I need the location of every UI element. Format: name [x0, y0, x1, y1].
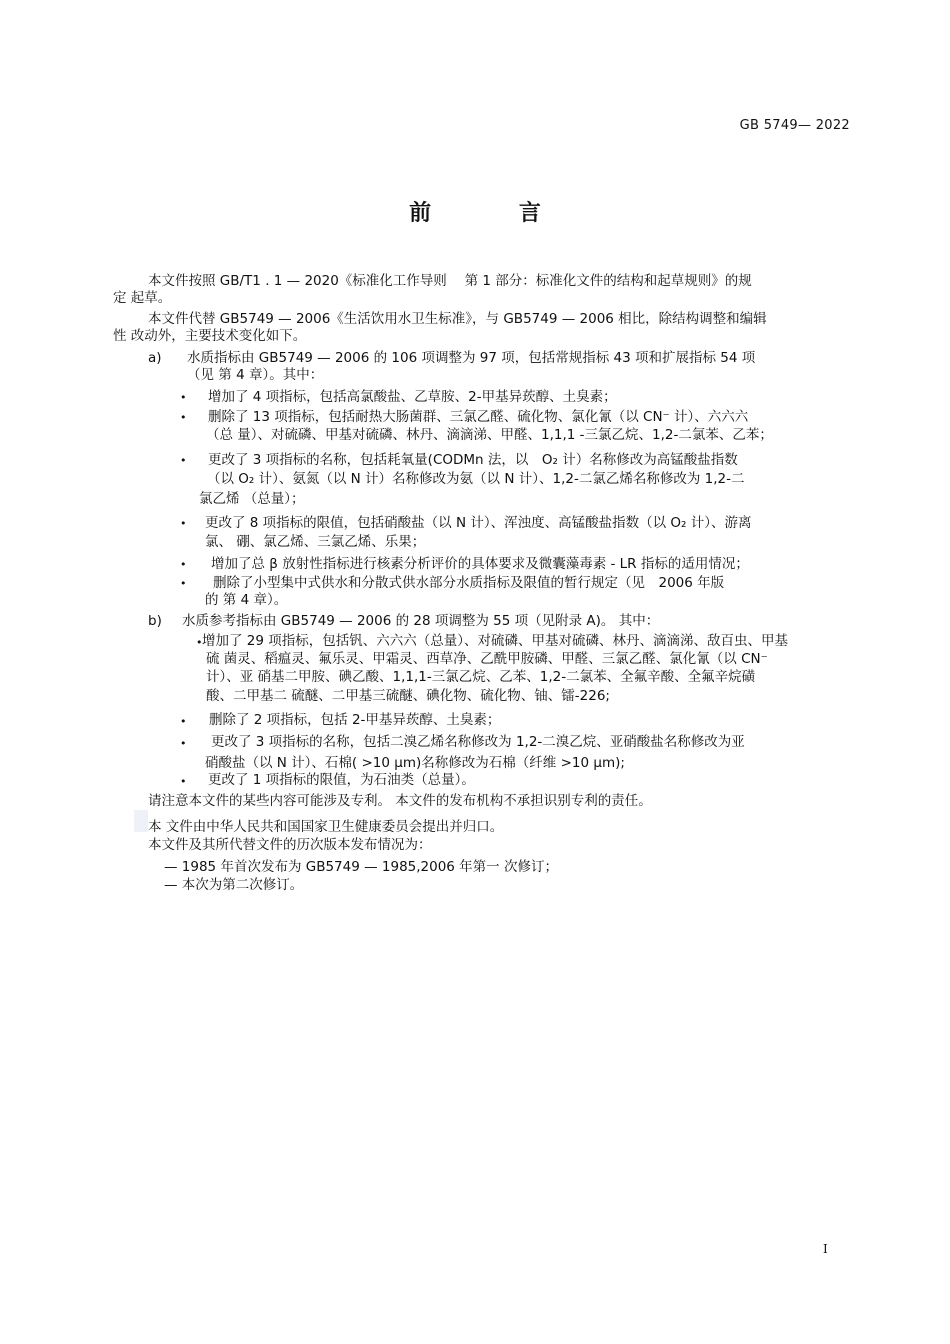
- item-a-bullet-1: 增加了 4 项指标，包括高氯酸盐、乙草胺、2-甲基异莰醇、土臭素；: [208, 389, 617, 405]
- item-b-line-1: 水质参考指标由 GB5749 — 2006 的 28 项调整为 55 项（见附录 A)。 其中：: [182, 613, 660, 629]
- paragraph-1-line-2: 定 起草。: [113, 290, 172, 306]
- item-b-bullet-1-line-1: 增加了 29 项指标，包括钒、六六六（总量）、对硫磷、甲基对硫磷、林丹、滴滴涕、敌百虫、甲基: [202, 633, 789, 649]
- paragraph-2-line-2: 性 改动外，主要技术变化如下。: [113, 328, 307, 344]
- item-a-bullet-2-line-1: 删除了 13 项指标，包括耐热大肠菌群、三氯乙醛、硫化物、氯化氰（以 CN⁻ 计）、六六六: [208, 409, 749, 425]
- item-b-label: b): [148, 613, 162, 629]
- item-b-bullet-3-line-1: 更改了 3 项指标的名称，包括二溴乙烯名称修改为 1,2-二溴乙烷、亚硝酸盐名称修改为亚: [211, 734, 745, 750]
- paragraph-2-line-1: 本文件代替 GB5749 — 2006《生活饮用水卫生标准》，与 GB5749 — 2006 相比，除结构调整和编辑: [148, 311, 767, 327]
- item-a-label: a): [148, 350, 162, 366]
- history-intro: 本文件及其所代替文件的历次版本发布情况为：: [148, 837, 432, 853]
- item-a-bullet-3-line-1: 更改了 3 项指标的名称，包括耗氧量(CODMn 法，以 O₂ 计）名称修改为高锰酸盐指数: [208, 452, 738, 468]
- page-title: 前 言: [409, 201, 581, 226]
- item-a-bullet-5: 增加了总 β 放射性指标进行核素分析评价的具体要求及微囊藻毒素 - LR 指标的适用情况；: [211, 556, 749, 572]
- item-a-line-1: 水质指标由 GB5749 — 2006 的 106 项调整为 97 项，包括常规指标 43 项和扩展指标 54 项: [187, 350, 756, 366]
- history-item-1: — 1985 年首次发布为 GB5749 — 1985,2006 年第一 次修订；: [164, 859, 558, 875]
- item-b-bullet-4: 更改了 1 项指标的限值，为石油类（总量）。: [208, 772, 475, 788]
- item-a-bullet-3-line-3: 氯乙烯 （总量）；: [199, 491, 305, 507]
- item-a-bullet-6-line-1: 删除了小型集中式供水和分散式供水部分水质指标及限值的暂行规定（见 2006 年版: [213, 575, 725, 591]
- patent-notice: 请注意本文件的某些内容可能涉及专利。 本文件的发布机构不承担识别专利的责任。: [148, 793, 652, 809]
- highlight-mark: [134, 810, 148, 832]
- bullet-icon: •: [180, 558, 187, 571]
- item-a-line-2: （见 第 4 章）。其中：: [187, 367, 324, 383]
- item-b-bullet-1-line-3: 计）、亚 硝基二甲胺、碘乙酸、1,1,1-三氯乙烷、乙苯、1,2-二氯苯、全氟辛酸、全氟辛烷磺: [206, 669, 756, 685]
- standard-code: GB 5749— 2022: [739, 118, 850, 133]
- bullet-icon: •: [180, 775, 187, 788]
- item-b-bullet-1-line-4: 酸、二甲基二 硫醚、二甲基三硫醚、碘化物、硫化物、铀、镭-226;: [206, 688, 610, 704]
- item-a-bullet-4-line-2: 氯、 硼、氯乙烯、三氯乙烯、乐果；: [205, 534, 426, 550]
- paragraph-1-line-1: 本文件按照 GB/T1 . 1 — 2020《标准化工作导则 第 1 部分：标准化文件的结构和起草规则》的规: [148, 273, 752, 289]
- history-item-2: — 本次为第二次修订。: [164, 877, 304, 893]
- proposer-notice: 本 文件由中华人民共和国国家卫生健康委员会提出并归口。: [148, 819, 504, 835]
- item-a-bullet-4-line-1: 更改了 8 项指标的限值，包括硝酸盐（以 N 计）、浑浊度、高锰酸盐指数（以 O₂ 计）、游离: [205, 515, 752, 531]
- bullet-icon: •: [180, 391, 187, 404]
- bullet-icon: •: [180, 737, 187, 750]
- bullet-icon: •: [180, 715, 187, 728]
- bullet-icon: •: [180, 411, 187, 424]
- bullet-icon: •: [196, 636, 203, 649]
- item-b-bullet-3-line-2: 硝酸盐（以 N 计）、石棉( >10 μm)名称修改为石棉（纤维 >10 μm);: [205, 755, 625, 771]
- item-a-bullet-3-line-2: （以 O₂ 计）、氨氮（以 N 计）名称修改为氨（以 N 计）、1,2-二氯乙烯名称修改为 1,2-二: [207, 471, 745, 487]
- item-b-bullet-1-line-2: 硫 菌灵、稻瘟灵、氟乐灵、甲霜灵、西草净、乙酰甲胺磷、甲醛、三氯乙醛、氯化氰（以 CN⁻: [206, 651, 768, 667]
- item-b-bullet-2: 删除了 2 项指标，包括 2-甲基异莰醇、土臭素；: [209, 712, 501, 728]
- bullet-icon: •: [180, 454, 187, 467]
- item-a-bullet-2-line-2: （总 量）、对硫磷、甲基对硫磷、林丹、滴滴涕、甲醛、1,1,1 -三氯乙烷、1,2-二氯苯、乙苯；: [206, 427, 773, 443]
- page-number: I: [823, 1242, 828, 1256]
- item-a-bullet-6-line-2: 的 第 4 章）。: [205, 592, 288, 608]
- bullet-icon: •: [180, 577, 187, 590]
- bullet-icon: •: [180, 517, 187, 530]
